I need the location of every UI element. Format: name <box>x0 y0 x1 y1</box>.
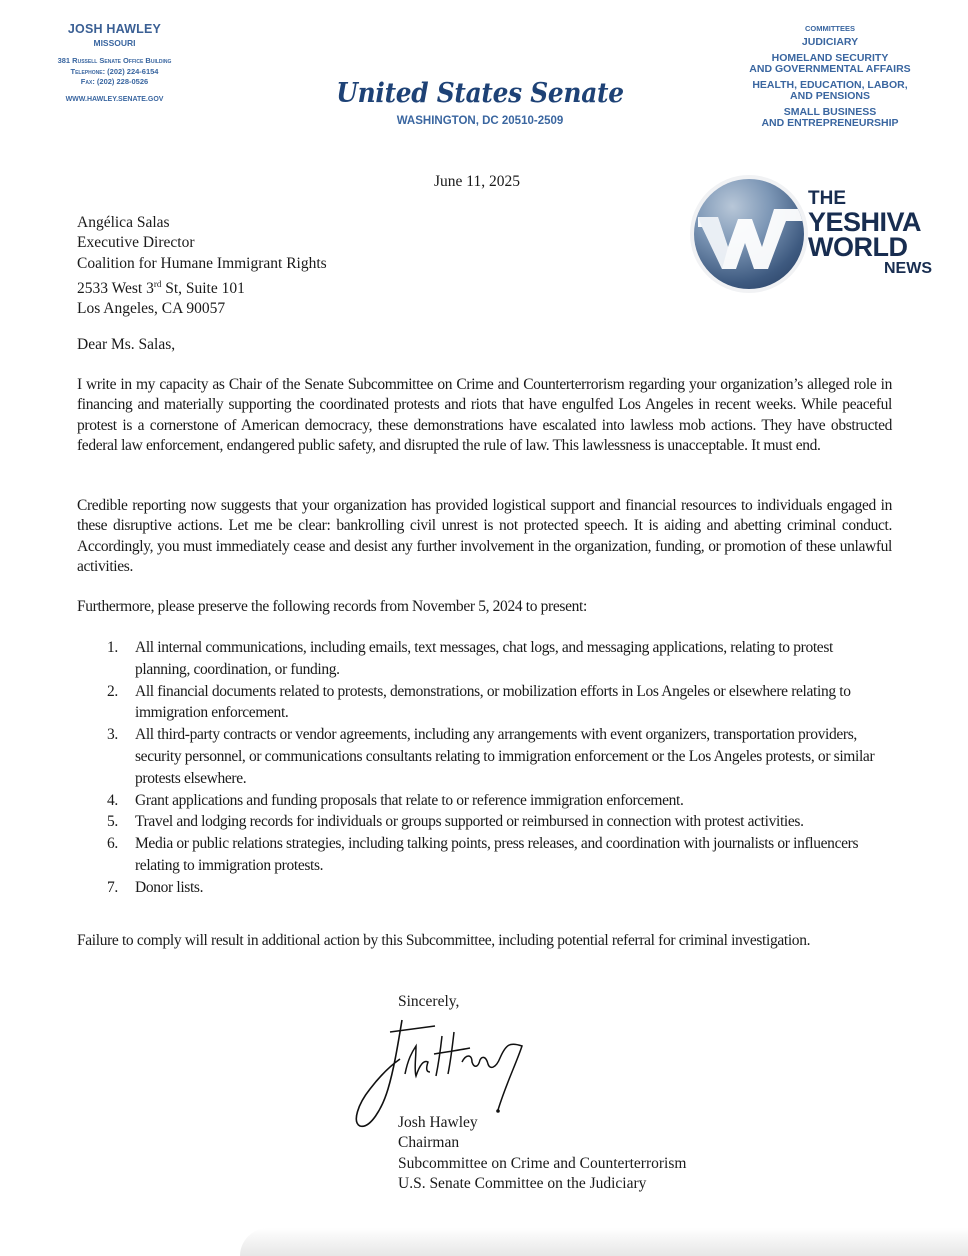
records-list <box>77 637 877 899</box>
body-paragraph: Furthermore, please preserve the following records from November 5, 2024 to present: <box>77 598 587 615</box>
signer-subcommittee: Subcommittee on Crime and Counterterrorism <box>398 1154 687 1172</box>
logo-text-world: WORLD <box>808 232 908 262</box>
committee-line: HEALTH, EDUCATION, LABOR, <box>752 78 908 91</box>
recipient-title: Executive Director <box>77 234 195 252</box>
item-text: Travel and lodging records for individuals or groups supported or reimbursed in connection with protest activities. <box>135 813 804 831</box>
recipient-street <box>77 274 327 299</box>
page-edge-shadow <box>240 1228 968 1256</box>
committee-line: AND PENSIONS <box>790 90 870 102</box>
street-number: 2533 West 3 <box>77 280 154 298</box>
committee-line: AND ENTREPRENEURSHIP <box>761 117 899 129</box>
logo-text-news: NEWS <box>884 260 932 277</box>
senator-state: MISSOURI <box>93 38 136 48</box>
logo-wordmark <box>808 189 932 277</box>
item-text: Media or public relations strategies, including talking points, press releases, and coordination with journalists or influencers relating to immigration protests. <box>135 835 859 874</box>
body-paragraph: Credible reporting now suggests that your organization has provided logistical support and financial resources to individuals engaged in these disruptive actions. Let me be clear: bankrolling civil unrest is not protected speech. It is aiding and abetting criminal conduct. Accordingly, you must immediately cease and desist any further involvement in the organization, funding, or promotion of these unlawful activities. <box>77 497 892 575</box>
office-telephone: Telephone: (202) 224-6154 <box>70 66 159 76</box>
office-website: WWW.HAWLEY.SENATE.GOV <box>65 95 164 103</box>
committee-line: JUDICIARY <box>801 36 859 48</box>
committee-line: AND GOVERNMENTAL AFFAIRS <box>749 63 911 75</box>
letter-date: June 11, 2025 <box>434 173 520 190</box>
recipient-name: Angélica Salas <box>77 214 170 231</box>
committee-item <box>730 37 930 49</box>
senator-name: JOSH HAWLEY <box>67 22 162 36</box>
logo-globe-icon <box>694 179 804 289</box>
office-contact <box>22 56 207 88</box>
item-number: 7. <box>107 878 118 896</box>
records-list-item <box>77 833 877 877</box>
closing: Sincerely, <box>398 993 460 1010</box>
item-number: 1. <box>107 639 118 656</box>
records-list-item <box>77 724 877 789</box>
logo-text-yeshiva: YESHIVA <box>808 207 922 237</box>
item-number: 2. <box>107 682 118 700</box>
committee-line: SMALL BUSINESS <box>783 105 877 118</box>
logo-w-icon <box>694 179 804 289</box>
closing-paragraph: Failure to comply will result in additional action by this Subcommittee, including potential referral for criminal investigation. <box>77 932 811 949</box>
committee-item <box>730 53 930 76</box>
office-address: 381 Russell Senate Office Building <box>57 56 172 65</box>
senate-city: WASHINGTON, DC 20510-2509 <box>396 115 564 127</box>
committee-line: HOMELAND SECURITY <box>771 51 889 64</box>
office-fax: Fax: (202) 228-0526 <box>80 77 149 86</box>
records-list-item <box>77 811 877 833</box>
item-text: Donor lists. <box>135 878 204 896</box>
item-number: 5. <box>107 813 118 831</box>
senate-title: United States Senate <box>336 78 624 109</box>
letterhead-senate-title <box>320 78 640 127</box>
committee-item <box>730 107 930 130</box>
recipient-address <box>77 213 327 320</box>
recipient-city: Los Angeles, CA 90057 <box>77 300 226 318</box>
logo-text-the: THE <box>808 188 846 209</box>
records-list-item <box>77 877 877 899</box>
records-list-item <box>77 681 877 725</box>
salutation: Dear Ms. Salas, <box>77 336 176 353</box>
signer-title: Chairman <box>398 1134 460 1152</box>
item-number: 4. <box>107 791 118 809</box>
item-text: All internal communications, including emails, text messages, chat logs, and messaging applications, relating to protest planning, coordination, or funding. <box>135 639 833 678</box>
records-list-item <box>77 790 877 812</box>
item-number: 6. <box>107 835 118 853</box>
records-list-item <box>77 637 877 681</box>
signature-block <box>398 1113 686 1194</box>
recipient-organization: Coalition for Humane Immigrant Rights <box>77 254 327 272</box>
street-ordinal: rd <box>153 278 162 289</box>
committee-item <box>730 80 930 103</box>
committees-heading: COMMITTEES <box>805 24 855 33</box>
street-suite: St, Suite 101 <box>161 280 245 298</box>
yeshiva-world-news-logo <box>694 179 944 291</box>
item-number: 3. <box>107 726 118 744</box>
item-text: Grant applications and funding proposals that relate to or reference immigration enforcement. <box>135 791 684 809</box>
letterhead-senator-info <box>22 22 207 103</box>
letterhead-committees <box>730 24 930 130</box>
signer-name: Josh Hawley <box>398 1114 478 1131</box>
item-text: All financial documents related to protests, demonstrations, or mobilization efforts in Los Angeles or elsewhere relating to immigration enforcement. <box>135 682 851 722</box>
item-text: All third-party contracts or vendor agreements, including any arrangements with event organizers, transportation providers, security personnel, or communications consultants relating to immigration enforcement or the Los Angeles protests, or similar protests elsewhere. <box>135 726 875 787</box>
signer-committee: U.S. Senate Committee on the Judiciary <box>398 1174 647 1192</box>
body-paragraph: I write in my capacity as Chair of the Senate Subcommittee on Crime and Counterterrorism regarding your organization’s alleged role in financing and materially supporting the coordinated protests and riots that have engulfed Los Angeles in recent weeks. While peaceful protest is a cornerstone of American democracy, these demonstrations have escalated into lawless mob actions. They have obstructed federal law enforcement, endangered public safety, and disrupted the rule of law. This lawlessness is unacceptable. It must end. <box>77 376 892 454</box>
